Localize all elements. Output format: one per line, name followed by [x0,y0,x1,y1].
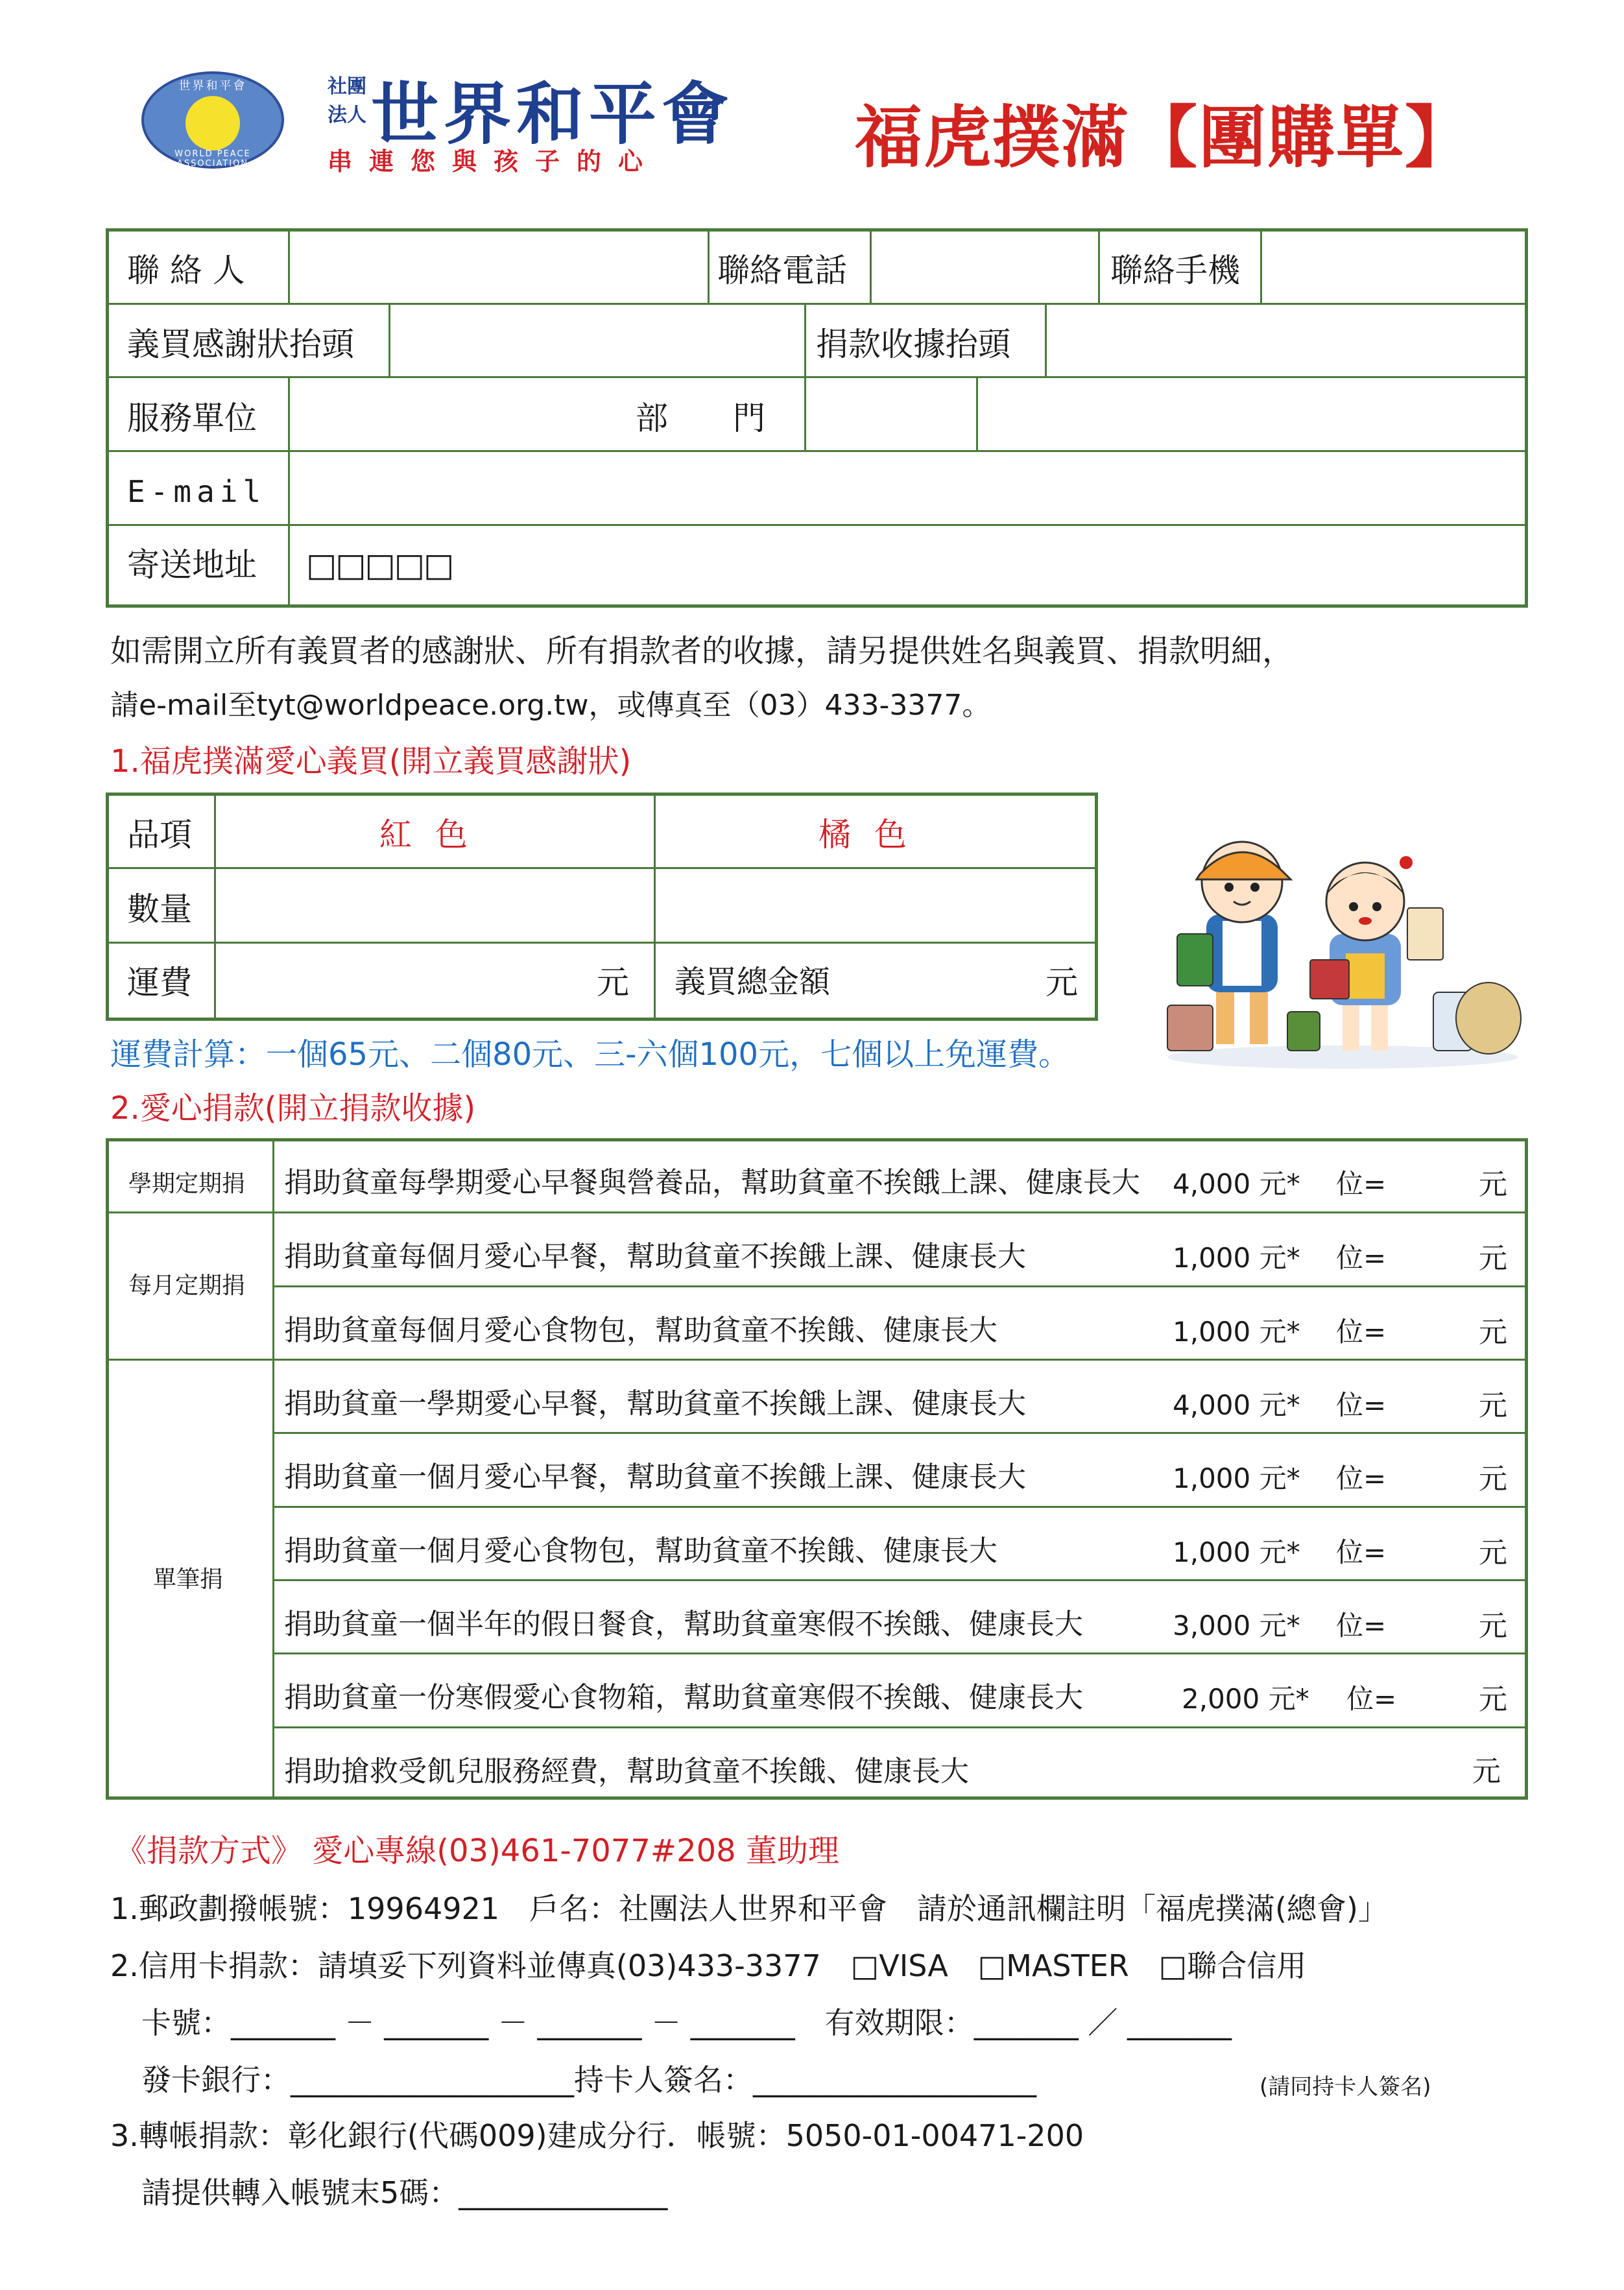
org-prefix: 社團法人 [328,75,366,126]
org-slogan: 串連您與孩子的心 [328,147,660,176]
label-item: 品項 [127,816,192,853]
donation-price: 3,000 元* [1173,1610,1300,1641]
donation-yuan: 元 [1479,1389,1507,1422]
donation-yuan: 元 [1472,1755,1501,1788]
donation-price: 1,000 元* [1173,1242,1300,1274]
logo-sun-icon [185,96,240,150]
donation-desc: 捐助貧童一份寒假愛心食物箱，幫助貧童寒假不挨餓、健康長大 [284,1681,1083,1714]
header-red: 紅 色 [379,816,474,853]
donation-unit[interactable]: 位= [1336,1610,1387,1641]
note-line-2: 請e-mail至tyt@worldpeace.org.tw，或傳真至（03）433-3377。 [110,689,991,722]
donation-yuan: 元 [1479,1316,1507,1349]
total-yuan: 元 [1045,964,1078,1001]
donation-unit[interactable]: 位= [1346,1683,1397,1715]
label-receipt-title: 捐款收據抬頭 [816,326,1010,363]
group-monthly: 每月定期捐 [128,1272,246,1299]
children-illustration [1161,824,1524,1070]
field-email[interactable] [292,454,1523,521]
label-email: E-mail [127,474,267,509]
donation-desc: 捐助貧童一個月愛心早餐，幫助貧童不挨餓上課、健康長大 [284,1461,1026,1494]
donation-price: 1,000 元* [1173,1316,1300,1348]
label-phone: 聯絡電話 [717,252,847,289]
logo-ring-text: 世界和平會 [178,79,247,93]
shipping-note: 運費計算：一個65元、二個80元、三-六個100元，七個以上免運費。 [110,1036,1070,1073]
payment-postal: 1.郵政劃撥帳號：19964921 戶名：社團法人世界和平會 請於通訊欄註明「福虎撲滿(總會)」 [110,1891,1388,1926]
donation-yuan: 元 [1479,1242,1507,1275]
donation-unit[interactable]: 位= [1336,1462,1387,1494]
label-mobile: 聯絡手機 [1110,252,1240,289]
header-orange: 橘 色 [818,816,913,853]
payment-credit-card: 2.信用卡捐款：請填妥下列資料並傳真(03)433-3377 □VISA □MASTER □聯合信用 [110,1948,1307,1983]
label-certificate-title: 義買感謝狀抬頭 [127,326,354,363]
label-work-unit: 服務單位 [127,400,257,437]
postal-code-boxes[interactable]: □□□□□ [306,546,453,584]
field-phone[interactable] [874,233,1094,301]
donation-yuan: 元 [1479,1683,1507,1716]
donation-yuan: 元 [1479,1610,1507,1643]
field-shipping[interactable] [218,945,607,1016]
donation-desc: 捐助貧童每個月愛心食物包，幫助貧童不挨餓、健康長大 [284,1314,997,1347]
org-name: 世界和平會 [371,74,735,154]
donation-unit[interactable]: 位= [1336,1242,1387,1274]
card-number-line[interactable]: 卡號：_______ － _______ － _______ － _______ 有效期限：_______ ／ _______ [141,2005,1232,2040]
donation-price: 4,000 元* [1173,1168,1300,1200]
field-work-unit[interactable] [292,380,629,447]
section2-title: 2.愛心捐款(開立捐款收據) [110,1090,476,1127]
group-single: 單筆捐 [153,1566,224,1593]
donation-desc: 捐助貧童一個月愛心食物包，幫助貧童不挨餓、健康長大 [284,1534,997,1568]
field-certificate-title[interactable] [392,306,801,374]
donation-desc: 捐助搶救受飢兒服務經費，幫助貧童不挨餓、健康長大 [284,1755,969,1788]
payment-transfer: 3.轉帳捐款：彰化銀行(代碼009)建成分行．帳號：5050-01-00471-200 [110,2118,1084,2153]
donation-desc: 捐助貧童每學期愛心早餐與營養品，幫助貧童不挨餓上課、健康長大 [284,1166,1140,1199]
donation-unit[interactable]: 位= [1336,1536,1387,1568]
label-department: 部 門 [636,400,765,437]
account-suffix-line[interactable]: 請提供轉入帳號末5碼：______________ [141,2175,668,2210]
donation-unit[interactable]: 位= [1336,1168,1387,1200]
donation-desc: 捐助貧童一學期愛心早餐，幫助貧童不挨餓上課、健康長大 [284,1387,1026,1420]
donation-price: 2,000 元* [1182,1683,1309,1715]
field-mobile[interactable] [1264,233,1523,301]
section1-title: 1.福虎撲滿愛心義買(開立義買感謝狀) [110,743,632,780]
donation-yuan: 元 [1479,1536,1507,1569]
document-title: 福虎撲滿【團購單】 [855,98,1474,177]
donation-price: 1,000 元* [1173,1536,1300,1568]
field-department[interactable] [980,380,1523,447]
logo-ring-subtext: WORLD PEACE ASSOCIATION [174,149,251,169]
shipping-yuan: 元 [597,964,629,1001]
donation-unit[interactable]: 位= [1336,1389,1387,1421]
donation-desc: 捐助貧童一個半年的假日餐食，幫助貧童寒假不挨餓、健康長大 [284,1608,1083,1641]
note-line-1: 如需開立所有義買者的感謝狀、所有捐款者的收據，請另提供姓名與義買、捐款明細， [110,633,1294,669]
group-semester: 學期定期捐 [128,1171,246,1197]
field-total[interactable] [856,945,1038,1016]
payment-heading: 《捐款方式》 愛心專線(03)461-7077#208 董助理 [115,1833,839,1869]
donation-yuan: 元 [1479,1462,1507,1496]
label-total: 義買總金額 [675,964,831,1000]
donation-yuan: 元 [1479,1168,1507,1201]
donation-unit[interactable]: 位= [1336,1316,1387,1348]
field-contact-person[interactable] [292,233,704,301]
label-quantity: 數量 [127,890,192,928]
donation-desc: 捐助貧童每個月愛心早餐，幫助貧童不挨餓上課、健康長大 [284,1240,1026,1273]
signature-note: (請同持卡人簽名) [1260,2074,1431,2100]
label-shipping: 運費 [127,964,192,1001]
donation-price: 4,000 元* [1173,1389,1300,1421]
field-receipt-title[interactable] [1049,306,1523,374]
issuing-bank-line[interactable]: 發卡銀行：___________________持卡人簽名：___________________ [141,2062,1036,2097]
donation-price: 1,000 元* [1173,1462,1300,1494]
field-quantity-orange[interactable] [658,870,1093,938]
field-quantity-red[interactable] [218,870,650,938]
label-address: 寄送地址 [127,546,257,584]
label-contact-person: 聯 絡 人 [127,252,245,289]
